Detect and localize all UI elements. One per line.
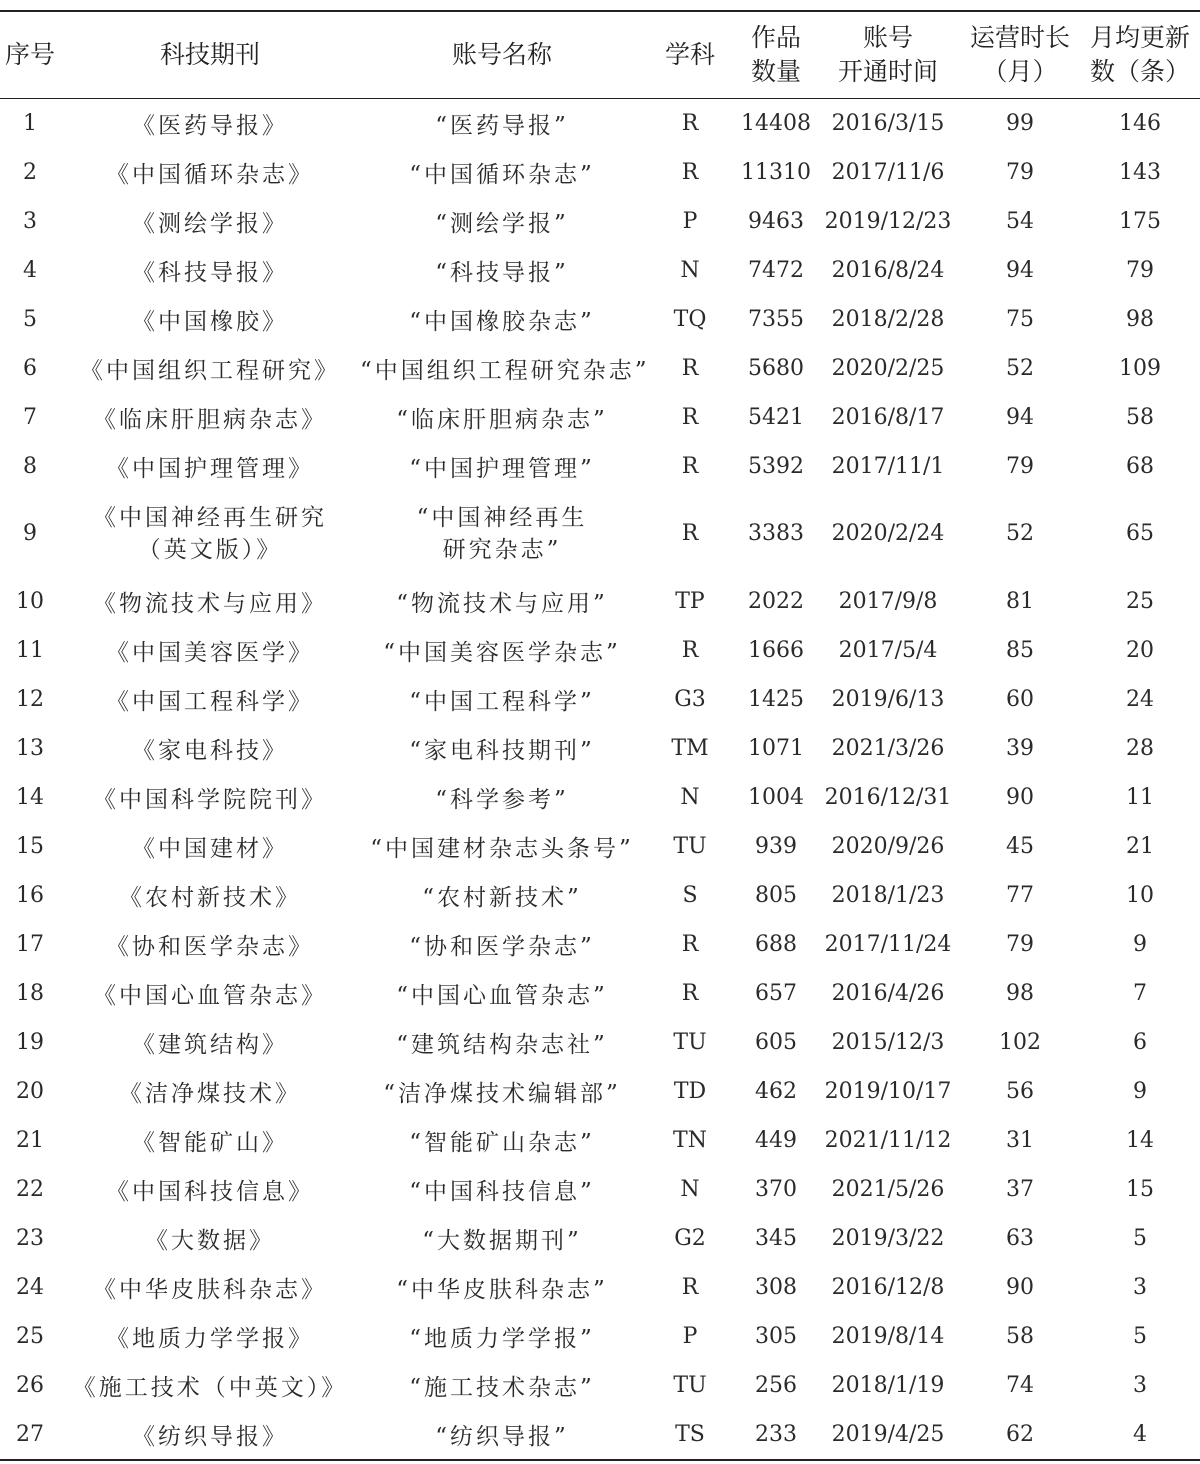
cell-opened: 2017/11/1 [831, 454, 945, 479]
header-opened: 账号 开通时间 [837, 23, 938, 86]
cell-opened: 2017/11/6 [831, 160, 945, 185]
cell-monthly: 98 [1126, 307, 1154, 332]
table-row [0, 626, 1200, 675]
cell-monthly: 9 [1133, 932, 1147, 957]
cell-subject: TU [673, 1030, 707, 1055]
cell-journal: 《中国科学院院刊》 [93, 787, 327, 813]
cell-subject: R [681, 356, 699, 381]
cell-subject: R [681, 981, 699, 1006]
cell-index: 19 [16, 1030, 44, 1055]
cell-subject: TP [675, 589, 705, 614]
table-row [0, 724, 1200, 773]
cell-subject: R [681, 638, 699, 663]
table-row [0, 1214, 1200, 1263]
cell-works: 5392 [748, 454, 804, 479]
cell-works: 2022 [748, 589, 804, 614]
cell-account: “测绘学报” [435, 211, 569, 237]
cell-works: 605 [755, 1030, 797, 1055]
cell-monthly: 20 [1126, 638, 1154, 663]
cell-account: “中国组织工程研究杂志” [360, 358, 650, 384]
cell-works: 256 [755, 1373, 797, 1398]
cell-duration: 39 [1006, 736, 1034, 761]
cell-monthly: 5 [1133, 1324, 1147, 1349]
cell-account: “大数据期刊” [422, 1228, 582, 1254]
cell-opened: 2019/6/13 [831, 687, 945, 712]
cell-duration: 99 [1006, 111, 1034, 136]
cell-opened: 2019/10/17 [824, 1079, 952, 1104]
cell-opened: 2016/3/15 [831, 111, 945, 136]
cell-duration: 90 [1006, 785, 1034, 810]
cell-account: “智能矿山杂志” [409, 1130, 595, 1156]
table-row [0, 246, 1200, 295]
cell-journal: 《中华皮肤科杂志》 [93, 1277, 327, 1303]
table-row [0, 920, 1200, 969]
table-row [0, 1263, 1200, 1312]
cell-works: 7355 [748, 307, 804, 332]
cell-monthly: 79 [1126, 258, 1154, 283]
cell-index: 1 [23, 111, 37, 136]
cell-subject: P [682, 1324, 698, 1349]
cell-duration: 79 [1006, 160, 1034, 185]
cell-journal: 《大数据》 [145, 1228, 275, 1254]
cell-journal: 《中国心血管杂志》 [93, 983, 327, 1009]
cell-index: 21 [16, 1128, 44, 1153]
header-monthly: 月均更新 数（条） [1089, 23, 1190, 86]
cell-works: 345 [755, 1226, 797, 1251]
cell-duration: 77 [1006, 883, 1034, 908]
table-row [0, 344, 1200, 393]
cell-opened: 2019/3/22 [831, 1226, 945, 1251]
cell-account: “科学参考” [435, 787, 569, 813]
cell-subject: TQ [673, 307, 707, 332]
cell-account: “中国科技信息” [409, 1179, 595, 1205]
cell-monthly: 7 [1133, 981, 1147, 1006]
cell-opened: 2015/12/3 [831, 1030, 945, 1055]
cell-account: “施工技术杂志” [409, 1375, 595, 1401]
cell-works: 11310 [741, 160, 811, 185]
cell-account: “协和医学杂志” [409, 934, 595, 960]
cell-duration: 56 [1006, 1079, 1034, 1104]
cell-duration: 81 [1006, 589, 1034, 614]
cell-account: “中国心血管杂志” [396, 983, 608, 1009]
cell-index: 25 [16, 1324, 44, 1349]
cell-subject: N [680, 785, 700, 810]
cell-duration: 54 [1006, 209, 1034, 234]
cell-duration: 52 [1006, 356, 1034, 381]
cell-monthly: 146 [1119, 111, 1161, 136]
cell-journal [60, 491, 360, 577]
cell-journal: 《洁净煤技术》 [119, 1081, 301, 1107]
cell-works: 449 [755, 1128, 797, 1153]
cell-duration: 94 [1006, 258, 1034, 283]
cell-subject: N [680, 258, 700, 283]
table-row [0, 1410, 1200, 1460]
header-works: 作品 数量 [750, 23, 801, 86]
cell-journal: 《地质力学学报》 [106, 1326, 314, 1352]
cell-duration: 52 [1006, 521, 1034, 546]
cell-duration: 79 [1006, 454, 1034, 479]
cell-works: 233 [755, 1422, 797, 1447]
cell-journal-line: （英文版）》 [137, 537, 283, 563]
cell-works: 308 [755, 1275, 797, 1300]
cell-journal: 《施工技术（中英文）》 [72, 1375, 348, 1401]
cell-account: “农村新技术” [422, 885, 582, 911]
cell-account [360, 491, 644, 577]
cell-works: 939 [755, 834, 797, 859]
cell-index: 11 [16, 638, 44, 663]
cell-duration: 37 [1006, 1177, 1034, 1202]
cell-monthly: 21 [1126, 834, 1154, 859]
cell-monthly: 68 [1126, 454, 1154, 479]
cell-journal: 《家电科技》 [132, 738, 288, 764]
cell-account-line: 研究杂志” [442, 537, 562, 563]
cell-monthly: 24 [1126, 687, 1154, 712]
cell-account: “中国循环杂志” [409, 162, 595, 188]
cell-index: 10 [16, 589, 44, 614]
cell-index: 6 [23, 356, 37, 381]
cell-index: 27 [16, 1422, 44, 1447]
table-row [0, 871, 1200, 920]
cell-works: 5680 [748, 356, 804, 381]
cell-index: 5 [23, 307, 37, 332]
table-row [0, 773, 1200, 822]
cell-index: 4 [23, 258, 37, 283]
cell-subject: R [681, 521, 699, 546]
table-row [0, 491, 1200, 577]
cell-opened: 2017/5/4 [838, 638, 938, 663]
cell-journal: 《中国护理管理》 [106, 456, 314, 482]
cell-monthly: 58 [1126, 405, 1154, 430]
table-row [0, 1018, 1200, 1067]
cell-opened: 2016/12/31 [824, 785, 952, 810]
cell-monthly: 109 [1119, 356, 1161, 381]
cell-index: 2 [23, 160, 37, 185]
cell-works: 462 [755, 1079, 797, 1104]
table-row [0, 675, 1200, 724]
cell-index: 20 [16, 1079, 44, 1104]
cell-account: “中华皮肤科杂志” [396, 1277, 608, 1303]
cell-works: 657 [755, 981, 797, 1006]
cell-journal: 《中国橡胶》 [132, 309, 288, 335]
cell-works: 688 [755, 932, 797, 957]
cell-account: “中国工程科学” [409, 689, 595, 715]
table-row [0, 148, 1200, 197]
cell-account: “纺织导报” [435, 1424, 569, 1450]
cell-journal: 《科技导报》 [132, 260, 288, 286]
cell-opened: 2016/8/24 [831, 258, 945, 283]
cell-opened: 2016/8/17 [831, 405, 945, 430]
cell-subject: TU [673, 1373, 707, 1398]
cell-index: 13 [16, 736, 44, 761]
cell-journal: 《中国科技信息》 [106, 1179, 314, 1205]
cell-works: 370 [755, 1177, 797, 1202]
cell-journal: 《临床肝胆病杂志》 [93, 407, 327, 433]
cell-subject: TU [673, 834, 707, 859]
header-account: 账号名称 [451, 40, 552, 69]
header-subject: 学科 [664, 40, 715, 69]
cell-opened: 2018/1/19 [831, 1373, 945, 1398]
cell-account-line: “中国神经再生 [416, 505, 588, 531]
cell-journal-line: 《中国神经再生研究 [93, 505, 327, 531]
table-row [0, 969, 1200, 1018]
cell-index: 26 [16, 1373, 44, 1398]
table-row [0, 577, 1200, 626]
cell-opened: 2019/8/14 [831, 1324, 945, 1349]
cell-works: 5421 [748, 405, 804, 430]
cell-monthly: 6 [1133, 1030, 1147, 1055]
cell-index: 9 [23, 521, 37, 546]
cell-journal: 《建筑结构》 [132, 1032, 288, 1058]
cell-monthly: 143 [1119, 160, 1161, 185]
cell-account: “医药导报” [435, 113, 569, 139]
cell-monthly: 3 [1133, 1373, 1147, 1398]
cell-journal: 《纺织导报》 [132, 1424, 288, 1450]
cell-subject: TD [673, 1079, 707, 1104]
cell-index: 14 [16, 785, 44, 810]
cell-monthly: 28 [1126, 736, 1154, 761]
cell-account: “洁净煤技术编辑部” [383, 1081, 621, 1107]
cell-works: 805 [755, 883, 797, 908]
cell-subject: G3 [674, 687, 706, 712]
cell-monthly: 65 [1126, 521, 1154, 546]
table-row [0, 197, 1200, 246]
cell-journal: 《医药导报》 [132, 113, 288, 139]
cell-account: “物流技术与应用” [396, 591, 608, 617]
cell-account: “家电科技期刊” [409, 738, 595, 764]
cell-duration: 94 [1006, 405, 1034, 430]
table-body [0, 99, 1200, 1461]
cell-duration: 58 [1006, 1324, 1034, 1349]
cell-journal: 《中国建材》 [132, 836, 288, 862]
cell-journal: 《测绘学报》 [132, 211, 288, 237]
cell-duration: 102 [999, 1030, 1041, 1055]
table-row [0, 295, 1200, 344]
cell-account: “科技导报” [435, 260, 569, 286]
cell-subject: TS [675, 1422, 705, 1447]
cell-monthly: 11 [1126, 785, 1154, 810]
cell-works: 1071 [748, 736, 804, 761]
cell-duration: 62 [1006, 1422, 1034, 1447]
cell-account: “建筑结构杂志社” [396, 1032, 608, 1058]
cell-index: 17 [16, 932, 44, 957]
cell-monthly: 175 [1119, 209, 1161, 234]
cell-account: “地质力学学报” [409, 1326, 595, 1352]
cell-duration: 90 [1006, 1275, 1034, 1300]
cell-opened: 2019/12/23 [824, 209, 952, 234]
cell-index: 7 [23, 405, 37, 430]
table-row [0, 1116, 1200, 1165]
cell-duration: 45 [1006, 834, 1034, 859]
cell-index: 23 [16, 1226, 44, 1251]
cell-index: 12 [16, 687, 44, 712]
cell-account: “中国橡胶杂志” [409, 309, 595, 335]
cell-duration: 63 [1006, 1226, 1034, 1251]
cell-monthly: 4 [1133, 1422, 1147, 1447]
table-row [0, 822, 1200, 871]
cell-duration: 75 [1006, 307, 1034, 332]
cell-journal: 《中国工程科学》 [106, 689, 314, 715]
cell-opened: 2017/9/8 [838, 589, 938, 614]
cell-opened: 2021/11/12 [824, 1128, 952, 1153]
cell-journal: 《智能矿山》 [132, 1130, 288, 1156]
cell-opened: 2016/12/8 [831, 1275, 945, 1300]
cell-index: 8 [23, 454, 37, 479]
table-row [0, 1067, 1200, 1116]
cell-monthly: 10 [1126, 883, 1154, 908]
cell-duration: 85 [1006, 638, 1034, 663]
cell-opened: 2018/1/23 [831, 883, 945, 908]
cell-works: 14408 [741, 111, 811, 136]
cell-opened: 2020/2/24 [831, 521, 945, 546]
table-row [0, 1165, 1200, 1214]
cell-subject: R [681, 932, 699, 957]
cell-subject: R [681, 160, 699, 185]
cell-works: 9463 [748, 209, 804, 234]
cell-opened: 2020/2/25 [831, 356, 945, 381]
cell-index: 24 [16, 1275, 44, 1300]
cell-journal: 《物流技术与应用》 [93, 591, 327, 617]
cell-subject: R [681, 405, 699, 430]
cell-subject: S [682, 883, 698, 908]
cell-duration: 79 [1006, 932, 1034, 957]
cell-journal: 《协和医学杂志》 [106, 934, 314, 960]
cell-index: 22 [16, 1177, 44, 1202]
cell-subject: G2 [674, 1226, 706, 1251]
cell-opened: 2021/5/26 [831, 1177, 945, 1202]
cell-subject: TN [673, 1128, 707, 1153]
cell-index: 15 [16, 834, 44, 859]
cell-monthly: 25 [1126, 589, 1154, 614]
header-duration: 运营时长 （月） [969, 23, 1070, 86]
cell-index: 16 [16, 883, 44, 908]
cell-duration: 74 [1006, 1373, 1034, 1398]
cell-opened: 2017/11/24 [824, 932, 952, 957]
cell-monthly: 14 [1126, 1128, 1154, 1153]
table-row [0, 442, 1200, 491]
table-row [0, 1361, 1200, 1410]
cell-account: “临床肝胆病杂志” [396, 407, 608, 433]
cell-monthly: 3 [1133, 1275, 1147, 1300]
cell-index: 3 [23, 209, 37, 234]
cell-subject: P [682, 209, 698, 234]
cell-opened: 2019/4/25 [831, 1422, 945, 1447]
cell-monthly: 15 [1126, 1177, 1154, 1202]
header-row [0, 11, 1200, 99]
table-row [0, 99, 1200, 149]
cell-duration: 60 [1006, 687, 1034, 712]
cell-opened: 2018/2/28 [831, 307, 945, 332]
cell-works: 1666 [748, 638, 804, 663]
cell-account: “中国建材杂志头条号” [370, 836, 634, 862]
header-index: 序号 [4, 40, 55, 69]
cell-journal: 《中国循环杂志》 [106, 162, 314, 188]
cell-subject: R [681, 454, 699, 479]
cell-opened: 2016/4/26 [831, 981, 945, 1006]
cell-works: 1004 [748, 785, 804, 810]
header-journal: 科技期刊 [159, 40, 260, 69]
cell-duration: 31 [1006, 1128, 1034, 1153]
cell-works: 7472 [748, 258, 804, 283]
table-row [0, 1312, 1200, 1361]
cell-journal: 《中国美容医学》 [106, 640, 314, 666]
cell-opened: 2020/9/26 [831, 834, 945, 859]
table-row [0, 393, 1200, 442]
cell-opened: 2021/3/26 [831, 736, 945, 761]
journal-accounts-table [0, 10, 1200, 1461]
cell-works: 305 [755, 1324, 797, 1349]
cell-account: “中国护理管理” [409, 456, 595, 482]
cell-journal: 《中国组织工程研究》 [80, 358, 340, 384]
cell-works: 1425 [748, 687, 804, 712]
table-header [0, 11, 1200, 99]
cell-account: “中国美容医学杂志” [383, 640, 621, 666]
cell-journal: 《农村新技术》 [119, 885, 301, 911]
cell-subject: N [680, 1177, 700, 1202]
cell-subject: R [681, 1275, 699, 1300]
cell-index: 18 [16, 981, 44, 1006]
cell-duration: 98 [1006, 981, 1034, 1006]
cell-subject: R [681, 111, 699, 136]
cell-monthly: 9 [1133, 1079, 1147, 1104]
cell-subject: TM [671, 736, 709, 761]
cell-monthly: 5 [1133, 1226, 1147, 1251]
cell-works: 3383 [748, 521, 804, 546]
